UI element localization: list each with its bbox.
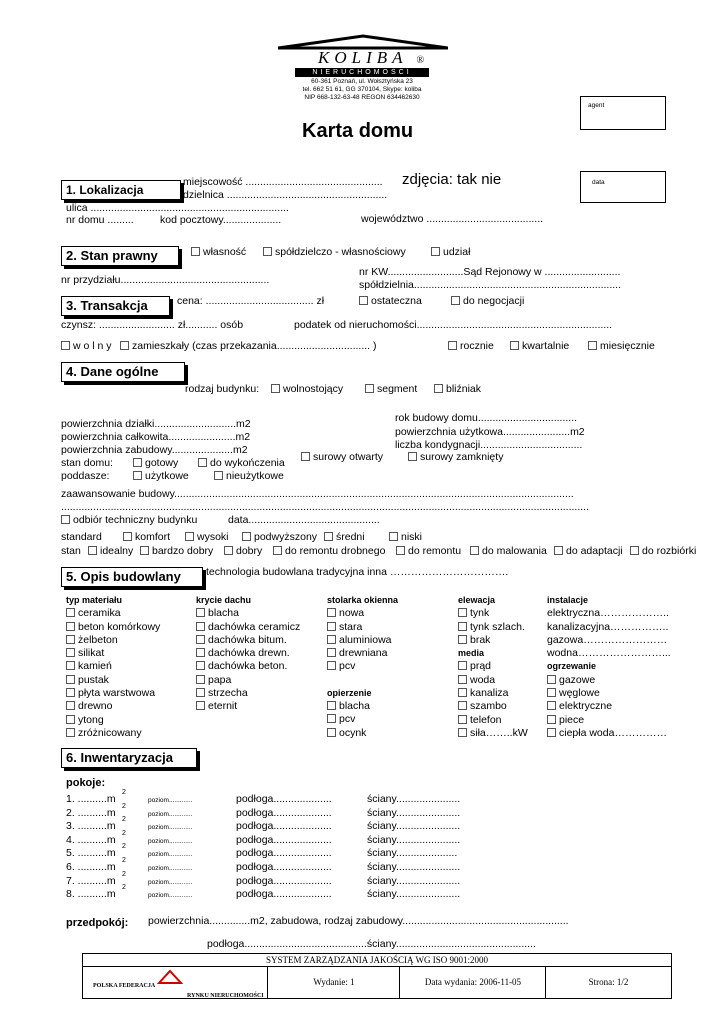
zaawansowanie-field[interactable]: zaawansowanie budowy......................................................................................................................................... [61,488,574,500]
list-item-label: pcv [339,713,356,726]
kwartalnie-option[interactable]: kwartalnie [510,340,569,352]
list-item-label: ytong [78,713,104,726]
stan-do-malowania[interactable]: do malowania [470,545,547,557]
list-item[interactable] [547,634,671,647]
list-item[interactable] [458,714,528,727]
spoldzielczo-option[interactable]: spółdzielczo - własnościowy [263,246,406,258]
list-item[interactable] [547,700,671,713]
checkbox-icon[interactable] [547,728,556,737]
checkbox-icon[interactable] [327,648,336,657]
checkbox-icon[interactable] [66,688,75,697]
room-podloga-field[interactable]: podłoga.................... [236,806,332,819]
superscript: 2 [122,870,126,878]
uzytkowe-option[interactable]: użytkowe [133,470,189,482]
list-item[interactable] [66,660,160,673]
checkbox-icon[interactable] [271,384,280,393]
checkbox-icon[interactable] [66,675,75,684]
wlasnosc-option[interactable]: własność [191,246,246,258]
list-item-label: ciepła woda…………… [559,726,667,739]
checkbox-icon[interactable] [120,341,129,350]
checkbox-icon[interactable] [547,701,556,710]
list-item-label: beton komórkowy [78,620,161,633]
footer-system: SYSTEM ZARZĄDZANIA JAKOŚCIĄ WG ISO 9001:2000 [83,954,671,967]
list-item[interactable] [547,674,671,687]
list-item[interactable] [547,727,671,740]
checkbox-icon[interactable] [242,532,251,541]
rok-budowy-field[interactable]: rok budowy domu.................................. [395,412,578,424]
room-sciany-field[interactable]: ściany..................... [367,847,458,860]
wolnostojacy-option[interactable]: wolnostojący [271,383,343,395]
list-item[interactable] [196,647,300,660]
room-sciany-field[interactable]: ściany...................... [367,861,461,873]
list-item[interactable] [196,634,300,647]
checkbox-icon[interactable] [458,715,467,724]
room-area-field[interactable]: 7. ..........m [66,874,116,887]
room-podloga-field[interactable]: podłoga.................... [236,847,332,860]
list-item[interactable] [327,607,398,620]
list-item[interactable] [547,621,671,634]
room-podloga-field[interactable]: podłoga.................... [236,833,332,846]
list-item-label: blacha [339,700,370,713]
list-item[interactable] [327,660,398,673]
superscript: 2 [122,857,126,864]
stan-idealny[interactable]: idealny [88,545,133,557]
list-item[interactable] [547,607,671,620]
list-item-label: kanalizacyjna…………….. [547,620,669,633]
poddasze-label: poddasze: [61,470,110,482]
room-sciany-field[interactable]: ściany...................... [367,833,461,846]
krycie-dachu-list [196,607,300,713]
nieuzytkowe-option[interactable]: nieużytkowe [214,470,284,482]
checkbox-icon[interactable] [263,247,272,256]
nr-kw-field[interactable]: nr KW..........................Sąd Rejonowy w .......................... [359,266,621,278]
list-item[interactable] [196,700,300,713]
list-item-label: dachówka bitum. [208,633,287,646]
stan-bardzo-dobry[interactable]: bardzo dobry [140,545,213,557]
checkbox-icon[interactable] [196,608,205,617]
list-item-label: kamień [78,660,112,673]
checkbox-icon[interactable] [214,471,223,480]
room-area-field[interactable]: 2. ..........m [66,806,116,819]
do-negocjacji-option[interactable]: do negocjacji [451,295,524,307]
list-item[interactable] [547,714,671,727]
checkbox-icon[interactable] [547,688,556,697]
list-item[interactable] [327,634,398,647]
nr-przydzialu-field[interactable]: nr przydziału................................................... [61,274,270,286]
stolarka-list [327,607,398,673]
list-item-label: tynk [470,607,490,620]
pow-calkowita-field[interactable]: powierzchnia całkowita.......................m2 [61,431,251,443]
checkbox-icon[interactable] [510,341,519,350]
pow-zabudowy-field[interactable]: powierzchnia zabudowy.....................m2 [61,444,248,456]
checkbox-icon[interactable] [66,701,75,710]
standard-niski[interactable]: niski [389,531,422,543]
list-item-label: nowa [339,607,365,620]
checkbox-icon[interactable] [451,296,460,305]
list-item-label: stara [339,620,363,633]
media-list [458,660,528,740]
footer-logo: POLSKA FEDERACJA RYNKU NIERUCHOMOŚCI [83,967,267,998]
section-stan-prawny: 2. Stan prawny [61,246,179,266]
superscript: 2 [122,843,126,851]
checkbox-icon[interactable] [431,247,440,256]
col-instalacje: instalacje elektryczna……………….. kanalizacyjna…………….. gazowa…………………… wodna……………………... ogrzewanie gazowe węglowe elektryczne piece ciepła woda…………… [547,595,671,739]
checkbox-icon[interactable] [408,452,417,461]
col-typ-materialu: typ materiału ceramika beton komórkowy żelbeton silikat kamień pustak płyta warstwowa drewno ytong zróżnicowany [66,595,161,739]
list-item[interactable] [458,674,528,687]
checkbox-icon[interactable] [327,622,336,631]
podatek-field[interactable]: podatek od nieruchomości................................................................... [294,319,613,331]
checkbox-icon[interactable] [123,532,132,541]
checkbox-icon[interactable] [547,715,556,724]
list-item[interactable] [458,634,528,647]
list-item-label: wodna……………………... [547,647,671,660]
list-item[interactable] [66,621,160,634]
checkbox-icon[interactable] [396,546,405,555]
room-podloga-field[interactable]: podłoga.................... [236,793,332,805]
section-opis-budowlany: 5. Opis budowlany [61,567,203,587]
wojewodztwo-field[interactable]: województwo ........................................ [361,213,544,225]
gotowy-option[interactable]: gotowy [133,457,178,469]
checkbox-icon[interactable] [630,546,639,555]
ogrzewanie-list [547,674,671,740]
checkbox-icon[interactable] [327,701,336,710]
room-poziom-field[interactable]: poziom............. [148,851,193,859]
list-item[interactable] [196,674,300,687]
list-item[interactable] [66,687,160,700]
zdjecia-field[interactable]: zdjęcia: tak nie [402,171,502,188]
room-podloga-field[interactable]: podłoga.................... [236,820,332,833]
col-elewacja: elewacja tynk tynk szlach. brak media prąd woda kanaliza szambo telefon siła……..kW [458,595,528,739]
superscript: 2 [122,829,126,837]
room-podloga-field[interactable]: podłoga.................... [236,874,332,887]
stan-domu-label: stan domu: [61,457,113,469]
checkbox-icon[interactable] [133,471,142,480]
checkbox-icon[interactable] [66,661,75,670]
wolny-option[interactable]: w o l n y [61,340,112,352]
list-item-label: ceramika [78,607,121,620]
list-item-label: gazowe [559,673,596,686]
superscript: 2 [122,802,126,810]
list-item[interactable] [458,607,528,620]
checkbox-icon[interactable] [88,546,97,555]
checkbox-icon[interactable] [327,635,336,644]
stan-dobry[interactable]: dobry [224,545,262,557]
list-item-label: eternit [208,700,238,713]
checkbox-icon[interactable] [327,661,336,670]
checkbox-icon[interactable] [66,635,75,644]
checkbox-icon[interactable] [196,701,205,710]
ostateczna-option[interactable]: ostateczna [359,295,422,307]
stan-do-remontu-drobnego[interactable]: do remontu drobnego [273,545,385,557]
list-item-label: tynk szlach. [470,620,525,633]
checkbox-icon[interactable] [185,532,194,541]
pokoje-label: pokoje: [66,777,106,789]
room-area-field[interactable]: 6. ..........m [66,861,116,873]
przedpokoj-label: przedpokój: [66,917,129,929]
room-sciany-field[interactable]: ściany...................... [367,793,461,805]
page-title: Karta domu [302,120,414,142]
room-poziom-field[interactable]: poziom............. [148,837,193,845]
list-item[interactable] [547,647,671,660]
agent-box[interactable]: agent [580,96,666,130]
checkbox-icon[interactable] [324,532,333,541]
checkbox-icon[interactable] [458,728,467,737]
room-sciany-field[interactable]: ściany...................... [367,806,461,819]
list-item-label: telefon [470,713,502,726]
footer-table [82,953,672,999]
logo-address: 60-361 Poznań, ul. Wołsztyńska 23 tel. 662 51 61, GG 370104, Skype: koliba NIP 668-132-63-48 REGON 634462630 [302,78,422,101]
checkbox-icon[interactable] [458,688,467,697]
checkbox-icon[interactable] [389,532,398,541]
list-item-label: pcv [339,660,356,673]
list-item[interactable] [66,714,160,727]
room-podloga-field[interactable]: podłoga.................... [236,888,332,901]
col-krycie-dachu: krycie dachu blacha dachówka ceramicz dachówka bitum. dachówka drewn. dachówka beton. papa strzecha eternit [196,595,301,713]
room-poziom-field[interactable]: poziom............. [148,810,193,818]
list-item-label: gazowa…………………… [547,633,668,646]
room-poziom-field[interactable]: poziom............. [148,824,193,832]
surowy-zamkniety-option[interactable]: surowy zamknięty [408,451,503,463]
superscript: 2 [122,816,126,824]
list-item[interactable] [66,647,160,660]
stan-do-remontu[interactable]: do remontu [396,545,461,557]
superscript: 2 [122,789,126,796]
list-item[interactable] [327,713,398,726]
room-poziom-field[interactable]: poziom............. [148,892,193,900]
checkbox-icon[interactable] [458,608,467,617]
miejscowosc-field[interactable]: miejscowość ............................................... [183,176,383,188]
checkbox-icon[interactable] [327,714,336,723]
checkbox-icon[interactable] [273,546,282,555]
do-wykonczenia-option[interactable]: do wykończenia [198,457,285,469]
room-area-field[interactable]: 3. ..........m [66,820,116,833]
footer-strona: Strona: 1/2 [545,967,671,998]
stan-do-rozbiorki[interactable]: do rozbiórki [630,545,696,557]
list-item[interactable] [66,700,160,713]
stan-label: stan [61,545,81,557]
checkbox-icon[interactable] [458,622,467,631]
list-item-label: zróżnicowany [78,726,142,739]
section-inwentaryzacja: 6. Inwentaryzacja [61,748,197,768]
checkbox-icon[interactable] [140,546,149,555]
list-item-label: prąd [470,660,492,673]
odbior-option[interactable]: odbiór techniczny budynku [61,514,197,526]
checkbox-icon[interactable] [547,675,556,684]
czynsz-field[interactable]: czynsz: .......................... zł........... osób [61,319,244,331]
footer-wydanie: Wydanie: 1 [267,967,400,998]
checkbox-icon[interactable] [196,688,205,697]
elewacja-list [458,607,528,647]
pow-dzialki-field[interactable]: powierzchnia działki............................m2 [61,418,251,430]
checkbox-icon[interactable] [196,648,205,657]
checkbox-icon[interactable] [359,296,368,305]
list-item-label: brak [470,633,491,646]
standard-komfort[interactable]: komfort [123,531,170,543]
list-item-label: dachówka beton. [208,660,288,673]
list-item-label: elektryczna……………….. [547,607,669,620]
checkbox-icon[interactable] [66,648,75,657]
zamieszkaly-option[interactable]: zamieszkały (czas przekazania................................ ) [120,340,376,352]
brand-subtitle: NIERUCHOMOŚCI [295,68,429,77]
list-item[interactable] [66,634,160,647]
room-sciany-field[interactable]: ściany...................... [367,888,461,901]
room-area-field[interactable]: 8. ..........m [66,888,116,901]
list-item[interactable] [458,727,528,740]
checkbox-icon[interactable] [133,458,142,467]
room-area-field[interactable]: 1. ..........m [66,793,116,805]
superscript: 2 [122,884,126,892]
list-item[interactable] [196,660,300,673]
checkbox-icon[interactable] [301,452,310,461]
standard-podwyzszony[interactable]: podwyższony [242,531,317,543]
checkbox-icon[interactable] [458,701,467,710]
room-sciany-field[interactable]: ściany...................... [367,874,461,887]
data-box[interactable]: data [580,171,666,203]
list-item-label: żelbeton [78,633,118,646]
list-item-label: piece [559,713,585,726]
checkbox-icon[interactable] [61,341,70,350]
list-item-label: woda [470,673,496,686]
footer-data-wydania: Data wydania: 2006-11-05 [399,967,546,998]
list-item[interactable] [327,647,398,660]
kod-pocztowy-field[interactable]: kod pocztowy.................... [160,214,282,226]
zaawansowanie-line-2[interactable]: ..................................................................................................................................................................................... [61,501,590,513]
room-sciany-field[interactable]: ściany...................... [367,820,461,833]
list-item-label: pustak [78,673,109,686]
checkbox-icon[interactable] [458,675,467,684]
miesiecznie-option[interactable]: miesięcznie [588,340,655,352]
checkbox-icon[interactable] [66,608,75,617]
udzial-option[interactable]: udział [431,246,470,258]
przedpokoj-podloga-field[interactable]: podłoga..........................................ściany................................................ [207,938,536,950]
list-item[interactable] [547,687,671,700]
room-poziom-field[interactable]: poziom............. [148,865,193,872]
section-lokalizacja: 1. Lokalizacja [61,180,181,200]
section-transakcja: 3. Transakcja [61,296,170,316]
list-item[interactable] [327,700,398,713]
list-item-label: silikat [78,647,105,660]
list-item[interactable] [458,700,528,713]
checkbox-icon[interactable] [224,546,233,555]
checkbox-icon[interactable] [458,661,467,670]
list-item-label: płyta warstwowa [78,687,156,700]
typ-materialu-list [66,607,160,740]
list-item[interactable] [66,727,160,740]
pfrn-logo-icon [157,969,183,985]
list-item-label: aluminiowa [339,633,392,646]
room-area-field[interactable]: 4. ..........m [66,833,116,846]
surowy-otwarty-option[interactable]: surowy otwarty [301,451,383,463]
checkbox-icon[interactable] [196,661,205,670]
list-item[interactable] [196,687,300,700]
checkbox-icon[interactable] [327,608,336,617]
opierzenie-list [327,700,398,740]
instalacje-list [547,607,671,660]
list-item-label: szambo [470,700,507,713]
checkbox-icon[interactable] [66,715,75,724]
list-item[interactable] [66,674,160,687]
checkbox-icon[interactable] [458,635,467,644]
nr-domu-field[interactable]: nr domu ......... [66,214,134,226]
checkbox-icon[interactable] [196,622,205,631]
checkbox-icon[interactable] [196,675,205,684]
checkbox-icon[interactable] [191,247,200,256]
cena-field[interactable]: cena: ..................................... zł [177,295,325,307]
stan-do-adaptacji[interactable]: do adaptacji [554,545,623,557]
list-item-label: kanaliza [470,687,509,700]
checkbox-icon[interactable] [554,546,563,555]
room-poziom-field[interactable]: poziom............. [148,797,193,804]
odbior-data-field[interactable]: data............................................. [228,514,380,526]
checkbox-icon[interactable] [196,635,205,644]
list-item-label: papa [208,673,232,686]
list-item-label: węglowe [559,687,600,700]
list-item-label: elektryczne [559,700,613,713]
list-item-label: drewno [78,700,113,713]
list-item-label: dachówka drewn. [208,647,290,660]
przedpokoj-field[interactable]: powierzchnia..............m2, zabudowa, rodzaj zabudowy......................................................... [148,915,569,927]
checkbox-icon[interactable] [434,384,443,393]
list-item-label: strzecha [208,687,248,700]
section-dane-ogolne: 4. Dane ogólne [61,362,185,382]
list-item-label: dachówka ceramicz [208,620,301,633]
standard-label: standard [61,531,102,543]
rodzaj-budynku-label: rodzaj budynku: [185,383,260,395]
list-item-label: blacha [208,607,239,620]
list-item-label: drewniana [339,647,388,660]
rocznie-option[interactable]: rocznie [448,340,494,352]
checkbox-icon[interactable] [470,546,479,555]
checkbox-icon[interactable] [66,728,75,737]
list-item[interactable] [327,727,398,740]
checkbox-icon[interactable] [365,384,374,393]
liczba-kondygnacji-field[interactable]: liczba kondygnacji................................... [395,439,583,451]
list-item[interactable] [327,621,398,634]
room-area-field[interactable]: 5. ..........m [66,847,116,860]
dzielnica-field[interactable]: dzielnica ....................................................... [183,189,388,201]
standard-wysoki[interactable]: wysoki [185,531,229,543]
checkbox-icon[interactable] [588,341,597,350]
ulica-field[interactable]: ulica .................................................................... [66,202,289,214]
blizniak-option[interactable]: bliźniak [434,383,481,395]
list-item[interactable] [458,660,528,673]
standard-sredni[interactable]: średni [324,531,365,543]
list-item[interactable] [458,687,528,700]
checkbox-icon[interactable] [198,458,207,467]
checkbox-icon[interactable] [448,341,457,350]
technologia-field[interactable]: technologia budowlana tradycyjna inna ……………………………. [206,566,509,578]
checkbox-icon[interactable] [327,728,336,737]
list-item-label: ocynk [339,726,367,739]
room-poziom-field[interactable]: poziom............. [148,878,193,886]
col-stolarka: stolarka okienna nowa stara aluminiowa drewniana pcv opierzenie blacha pcv ocynk [327,595,399,739]
checkbox-icon[interactable] [61,515,70,524]
checkbox-icon[interactable] [66,622,75,631]
segment-option[interactable]: segment [365,383,417,395]
list-item[interactable] [66,607,160,620]
pow-uzytkowa-field[interactable]: powierzchnia użytkowa.......................m2 [395,426,585,438]
room-podloga-field[interactable]: podłoga.................... [236,861,332,873]
list-item[interactable] [196,607,300,620]
list-item[interactable] [458,621,528,634]
spoldzielnia-field[interactable]: spółdzielnia....................................................................... [359,279,621,291]
list-item[interactable] [196,621,300,634]
list-item-label: siła……..kW [470,726,528,739]
brand-name: KOLIBA ® [318,48,425,67]
